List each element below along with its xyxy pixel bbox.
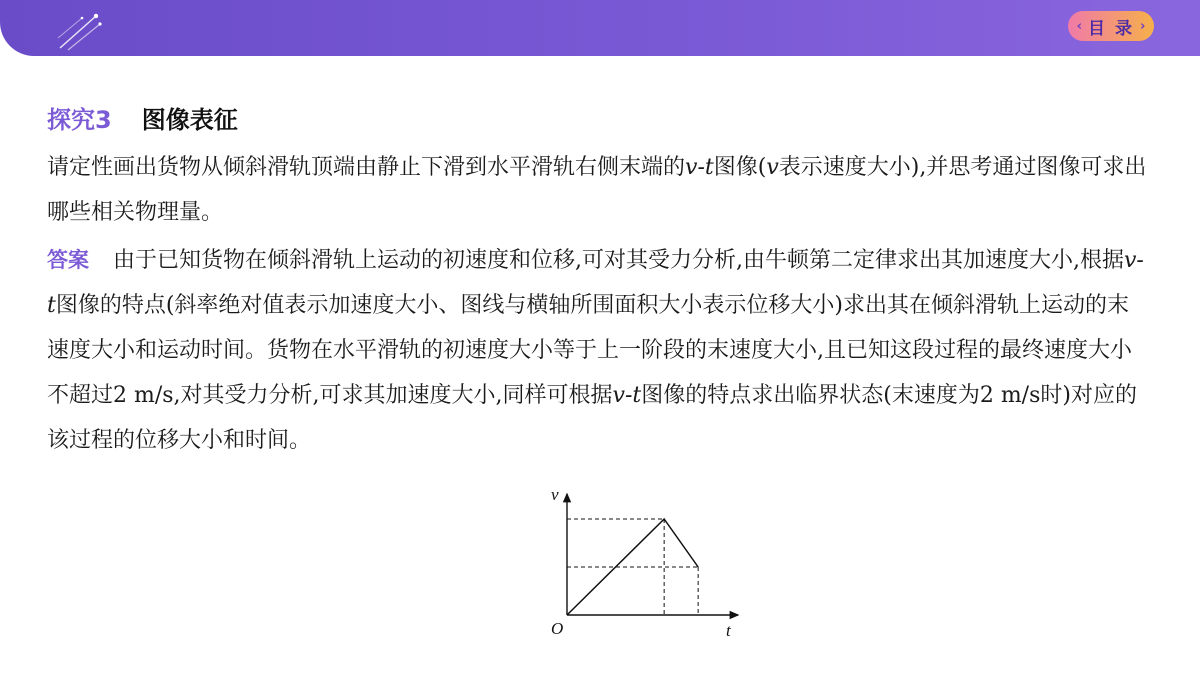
question-paragraph <box>47 145 1147 235</box>
origin-label: O <box>551 619 564 638</box>
answer-label: 答案 <box>47 248 89 272</box>
answer-vt-symbol-2: v-t <box>612 383 642 408</box>
chevron-right-icon: › <box>1139 18 1146 34</box>
answer-text-3: 图像的特点求出临界状态(末速度为2 m/s时)对应的该过程的位移大小和时间。 <box>47 383 1137 453</box>
question-text-3: 表示速度大小),并思考通过图像可求出哪些相关物理量。 <box>47 155 1147 225</box>
question-vt-symbol: v-t <box>685 155 714 180</box>
question-text-1: 请定性画出货物从倾斜滑轨顶端由静止下滑到水平滑轨右侧末端的 <box>47 155 686 180</box>
answer-vt-symbol-1: v-t <box>47 248 1144 318</box>
table-of-contents-button[interactable] <box>1068 11 1154 41</box>
question-text-2: 图像( <box>713 155 767 180</box>
section-name: 图像表征 <box>141 105 238 134</box>
y-axis-label: v <box>551 485 559 504</box>
section-heading <box>47 100 238 134</box>
answer-paragraph <box>47 238 1147 463</box>
answer-text-2: 图像的特点(斜率绝对值表示加速度大小、图线与横轴所围面积大小表示位移大小)求出其在倾斜滑轨上运动的末速度大小和运动时间。货物在水平滑轨的初速度大小等于上一阶段的末速度大小,且已知这段过程的最终速度大小不超过2 m/s,对其受力分析,可求其加速度大小,同样可根据 <box>47 293 1132 408</box>
toc-label: 目 录 <box>1088 18 1134 39</box>
chevron-left-icon: ‹ <box>1076 18 1083 34</box>
x-axis-label: t <box>726 621 731 640</box>
answer-text-1: 由于已知货物在倾斜滑轨上运动的初速度和位移,可对其受力分析,由牛顿第二定律求出其加速度大小,根据 <box>113 248 1124 273</box>
vt-graph <box>540 480 750 640</box>
top-banner <box>0 0 1200 56</box>
question-v-symbol: v <box>766 155 779 180</box>
section-label: 探究3 <box>47 105 112 134</box>
shooting-stars-icon <box>56 10 106 52</box>
